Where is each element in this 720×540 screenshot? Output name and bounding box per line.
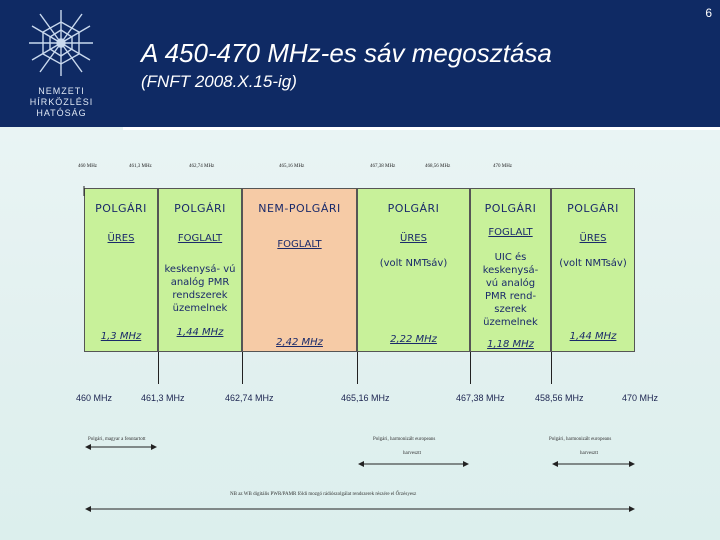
logo-line: NEMZETI (38, 86, 85, 96)
logo-line: HATÓSÁG (36, 108, 87, 118)
bottom-frequency-label: 458,56 MHz (535, 393, 584, 403)
band-category: POLGÁRI (174, 202, 226, 215)
band-width: 1,3 MHz (100, 331, 142, 342)
page-number: 6 (705, 6, 712, 20)
note-center-2: harvesztt (403, 451, 422, 456)
band-status: FOGLALT (277, 239, 322, 250)
band-note: (volt NMTsáv) (379, 258, 448, 269)
note-right-2: harvesztt (580, 451, 599, 456)
band-width: 2,42 MHz (276, 337, 323, 348)
top-frequency-label: 467,38 MHz (370, 164, 396, 169)
top-frequency-label: 462,74 MHz (189, 164, 215, 169)
band-status: FOGLALT (177, 233, 223, 244)
bottom-frequency-label: 467,38 MHz (456, 393, 505, 403)
top-frequency-label: 460 MHz (78, 164, 98, 169)
band-status: ÜRES (400, 233, 427, 244)
bottom-frequency-label: 465,16 MHz (341, 393, 390, 403)
band-category: NEM-POLGÁRI (258, 202, 341, 215)
bottom-frequency-label: 461,3 MHz (141, 393, 185, 403)
logo-line: HÍRKÖZLÉSI (29, 97, 94, 107)
bottom-frequency-label: 470 MHz (622, 393, 659, 403)
band-status: ÜRES (107, 233, 135, 244)
bottom-frequency-label: 462,74 MHz (225, 393, 274, 403)
top-frequency-label: 468,56 MHz (425, 164, 451, 169)
band-width: 2,22 MHz (390, 334, 437, 345)
band-category: POLGÁRI (95, 202, 147, 215)
note-center-1: Polgári, harmonizált europeans (373, 437, 436, 442)
band-category: POLGÁRI (567, 202, 619, 215)
top-frequency-label: 461,3 MHz (129, 164, 152, 169)
band-note: UIC és keskenysá- vú analóg PMR rend- szerek üzemelnek (482, 252, 539, 328)
band-width: 1,44 MHz (569, 331, 617, 342)
band-width: 1,44 MHz (176, 327, 224, 338)
bottom-frequency-label: 460 MHz (76, 393, 113, 403)
note-right-1: Polgári, harmonizált europeans (549, 437, 612, 442)
note-bottom: NB az WB digitális PWR/PAMR földi mozgó rádiószolgálat rendszerek részére el Őrzésyesz (230, 492, 417, 497)
band-note: keskenysá- vú analóg PMR rendszerek üzemelnek (164, 264, 236, 314)
band-status: ÜRES (579, 233, 607, 244)
band-status: FOGLALT (488, 227, 533, 238)
top-frequency-label: 465,16 MHz (279, 164, 305, 169)
band-category: POLGÁRI (387, 202, 440, 215)
note-left: Polgári, magyar a fenntartott (88, 437, 146, 442)
band-width: 1,18 MHz (487, 339, 534, 350)
band-note: (volt NMTsáv) (559, 258, 627, 269)
top-frequency-label: 470 MHz (493, 164, 513, 169)
band-category: POLGÁRI (484, 202, 537, 215)
page-subtitle: (FNFT 2008.X.15-ig) (141, 72, 297, 91)
page-title: A 450-470 MHz-es sáv megosztása (141, 38, 552, 68)
